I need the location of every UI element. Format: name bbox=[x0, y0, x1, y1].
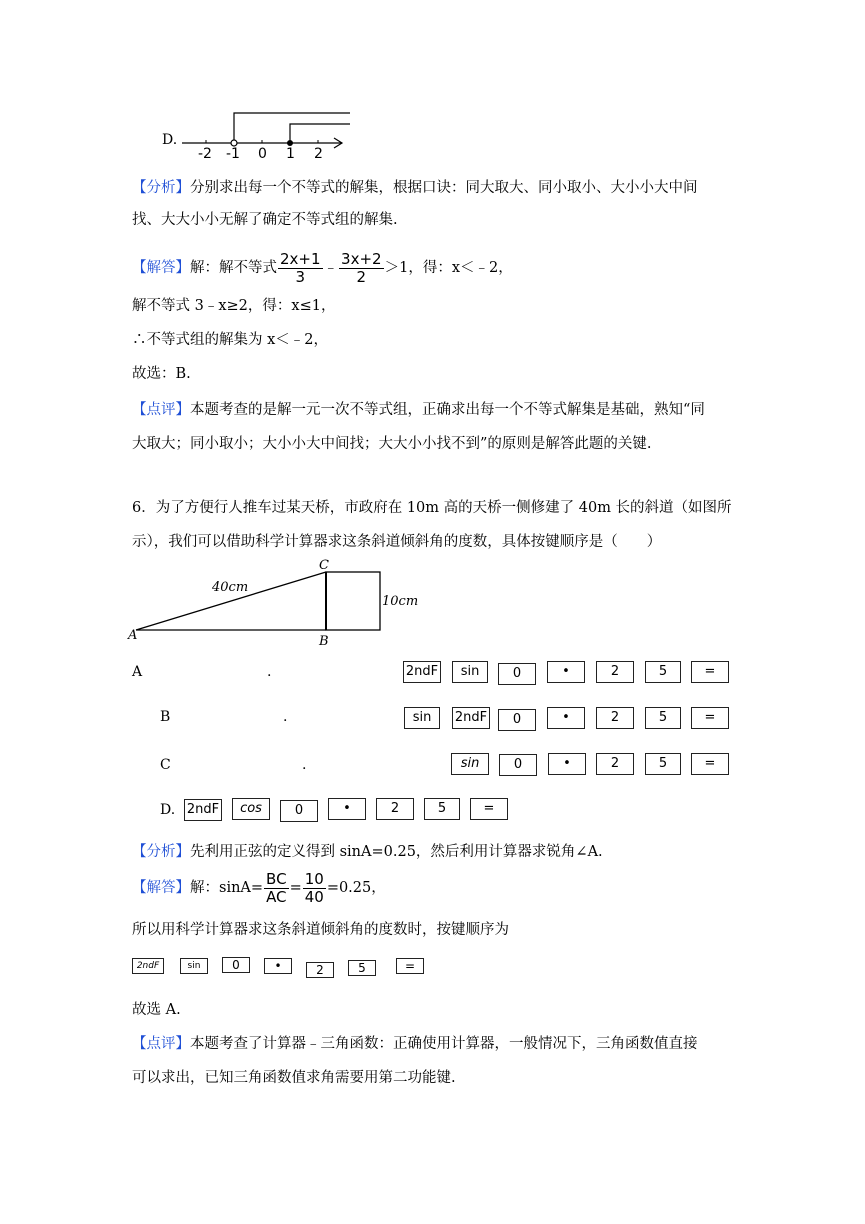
bridge-box bbox=[326, 572, 380, 630]
q6-comment-text1: 本题考查了计算器﹣三角函数：正确使用计算器，一般情况下，三角函数值直接 bbox=[190, 1036, 698, 1052]
d-key-5: 5 bbox=[424, 798, 460, 820]
label-point-b: B bbox=[319, 634, 329, 649]
a-key-2ndf: 2ndF bbox=[403, 661, 441, 683]
q6-answer-pre: 解：sinA= bbox=[190, 880, 264, 896]
q5-step2: 解不等式 3﹣x≥2，得：x≤1， bbox=[132, 298, 336, 314]
option-b-label: B bbox=[160, 709, 171, 725]
label-point-a: A bbox=[128, 628, 138, 643]
c-key-2: 2 bbox=[596, 753, 634, 775]
d-key-2ndf: 2ndF bbox=[184, 799, 222, 821]
option-a-dot: . bbox=[267, 664, 272, 680]
ans-key-sin: sin bbox=[180, 958, 208, 974]
ans-key-2ndf: 2ndF bbox=[132, 958, 164, 974]
q5-comment-tag: 【点评】 bbox=[132, 402, 190, 418]
c-key-sin: sin bbox=[451, 753, 489, 775]
q6-figure bbox=[126, 558, 426, 652]
q6-comment-tag: 【点评】 bbox=[132, 1036, 190, 1052]
q5-answer-line1 bbox=[132, 250, 513, 286]
label-40cm: 40cm bbox=[212, 580, 249, 595]
q5-fraction-2 bbox=[339, 251, 384, 286]
option-b-dot: . bbox=[283, 709, 288, 725]
q6-answer-line1 bbox=[132, 868, 386, 908]
q6-frac2-num: 10 bbox=[304, 869, 324, 888]
q5-step3: ∴不等式组的解集为 x＜﹣2， bbox=[132, 332, 329, 348]
q5-answer-tag: 【解答】 bbox=[132, 260, 190, 276]
c-key-0: 0 bbox=[499, 754, 537, 776]
option-d-numberline bbox=[160, 110, 360, 166]
a-key-equals: = bbox=[691, 661, 729, 683]
option-a-label: A bbox=[132, 664, 143, 680]
q5-analysis-line1 bbox=[132, 178, 698, 198]
b-key-2ndf: 2ndF bbox=[452, 707, 490, 729]
tick-label-2: 2 bbox=[314, 146, 323, 162]
q5-minus: ﹣ bbox=[323, 260, 339, 276]
q6-choice: 故选 A. bbox=[132, 1002, 181, 1018]
b-key-point: • bbox=[547, 707, 585, 729]
b-key-5: 5 bbox=[645, 707, 681, 729]
q5-comment-line1 bbox=[132, 400, 705, 420]
q6-answer-tag: 【解答】 bbox=[132, 880, 190, 896]
a-key-5: 5 bbox=[645, 661, 681, 683]
c-key-equals: = bbox=[691, 753, 729, 775]
q5-frac1-num: 2x+1 bbox=[280, 249, 321, 268]
option-d-label: D. bbox=[162, 132, 178, 148]
q5-analysis-text1: 分别求出每一个不等式的解集，根据口诀：同大取大、同小取小、大小小大中间 bbox=[190, 180, 698, 196]
q6-answer-post: =0.25， bbox=[326, 880, 386, 896]
c-key-5: 5 bbox=[645, 753, 681, 775]
b-key-equals: = bbox=[691, 707, 729, 729]
q5-answer-pre: 解：解不等式 bbox=[190, 260, 277, 276]
option-c-label: C bbox=[160, 757, 171, 773]
label-10cm: 10cm bbox=[382, 594, 419, 609]
b-key-0: 0 bbox=[498, 709, 536, 731]
d-key-equals: = bbox=[470, 798, 508, 820]
b-key-sin: sin bbox=[404, 707, 440, 729]
q6-stem-line1: 6．为了方便行人推车过某天桥，市政府在 10m 高的天桥一侧修建了 40m 长的斜道（如图所 bbox=[132, 500, 732, 516]
q5-frac2-num: 3x+2 bbox=[341, 249, 382, 268]
a-key-2: 2 bbox=[596, 661, 634, 683]
d-key-point: • bbox=[328, 798, 366, 820]
q6-frac1-den: AC bbox=[266, 887, 287, 906]
q6-figure-svg bbox=[126, 558, 426, 652]
q6-fraction-2 bbox=[303, 871, 326, 906]
a-key-sin: sin bbox=[452, 661, 488, 683]
q6-analysis-line bbox=[132, 842, 603, 862]
ans-key-0: 0 bbox=[222, 957, 250, 973]
label-point-c: C bbox=[319, 558, 329, 573]
option-d-label-q6: D. bbox=[160, 802, 176, 818]
q5-frac2-den: 2 bbox=[356, 267, 367, 286]
q6-frac1-num: BC bbox=[266, 869, 287, 888]
tick-label-m1: -1 bbox=[226, 146, 240, 162]
q6-fraction-1 bbox=[264, 871, 289, 906]
ans-key-5: 5 bbox=[348, 960, 376, 976]
q6-stem-line2: 示），我们可以借助科学计算器求这条斜道倾斜角的度数，具体按键顺序是（ ） bbox=[132, 534, 662, 550]
q6-answer-line2: 所以用科学计算器求这条斜道倾斜角的度数时，按键顺序为 bbox=[132, 922, 509, 938]
c-key-point: • bbox=[548, 753, 586, 775]
tick-label-0: 0 bbox=[258, 146, 267, 162]
q5-choice: 故选：B. bbox=[132, 366, 191, 382]
a-key-0: 0 bbox=[498, 663, 536, 685]
ray-from-m1 bbox=[234, 113, 350, 140]
q5-comment-line2: 大取大；同小取小；大小小大中间找；大大小小找不到”的原则是解答此题的关键. bbox=[132, 436, 652, 452]
ans-key-point: • bbox=[264, 958, 292, 974]
q6-comment-line1 bbox=[132, 1034, 698, 1054]
q5-fraction-1 bbox=[278, 251, 323, 286]
q5-analysis-line2: 找、大大小小无解了确定不等式组的解集. bbox=[132, 212, 398, 228]
q6-analysis-tag: 【分析】 bbox=[132, 844, 190, 860]
a-key-point: • bbox=[547, 661, 585, 683]
b-key-2: 2 bbox=[596, 707, 634, 729]
q6-frac2-den: 40 bbox=[304, 887, 324, 906]
q6-eq: = bbox=[289, 880, 302, 896]
tick-label-m2: -2 bbox=[198, 146, 212, 162]
q6-analysis-text: 先利用正弦的定义得到 sinA=0.25，然后利用计算器求锐角∠A. bbox=[190, 844, 603, 860]
q5-frac1-den: 3 bbox=[295, 267, 306, 286]
tick-label-1: 1 bbox=[286, 146, 295, 162]
ans-key-2: 2 bbox=[306, 962, 334, 978]
ans-key-equals: = bbox=[396, 958, 424, 974]
q5-comment-text1: 本题考查的是解一元一次不等式组，正确求出每一个不等式解集是基础，熟知“同 bbox=[190, 402, 705, 418]
option-c-dot: . bbox=[302, 757, 307, 773]
d-key-2: 2 bbox=[376, 798, 414, 820]
q5-answer-post: ＞1，得：x＜﹣2， bbox=[384, 260, 513, 276]
d-key-cos: cos bbox=[232, 798, 270, 820]
q6-comment-line2: 可以求出，已知三角函数值求角需要用第二功能键. bbox=[132, 1070, 456, 1086]
d-key-0: 0 bbox=[280, 800, 318, 822]
ray-from-1 bbox=[290, 124, 350, 140]
q5-analysis-tag: 【分析】 bbox=[132, 180, 190, 196]
